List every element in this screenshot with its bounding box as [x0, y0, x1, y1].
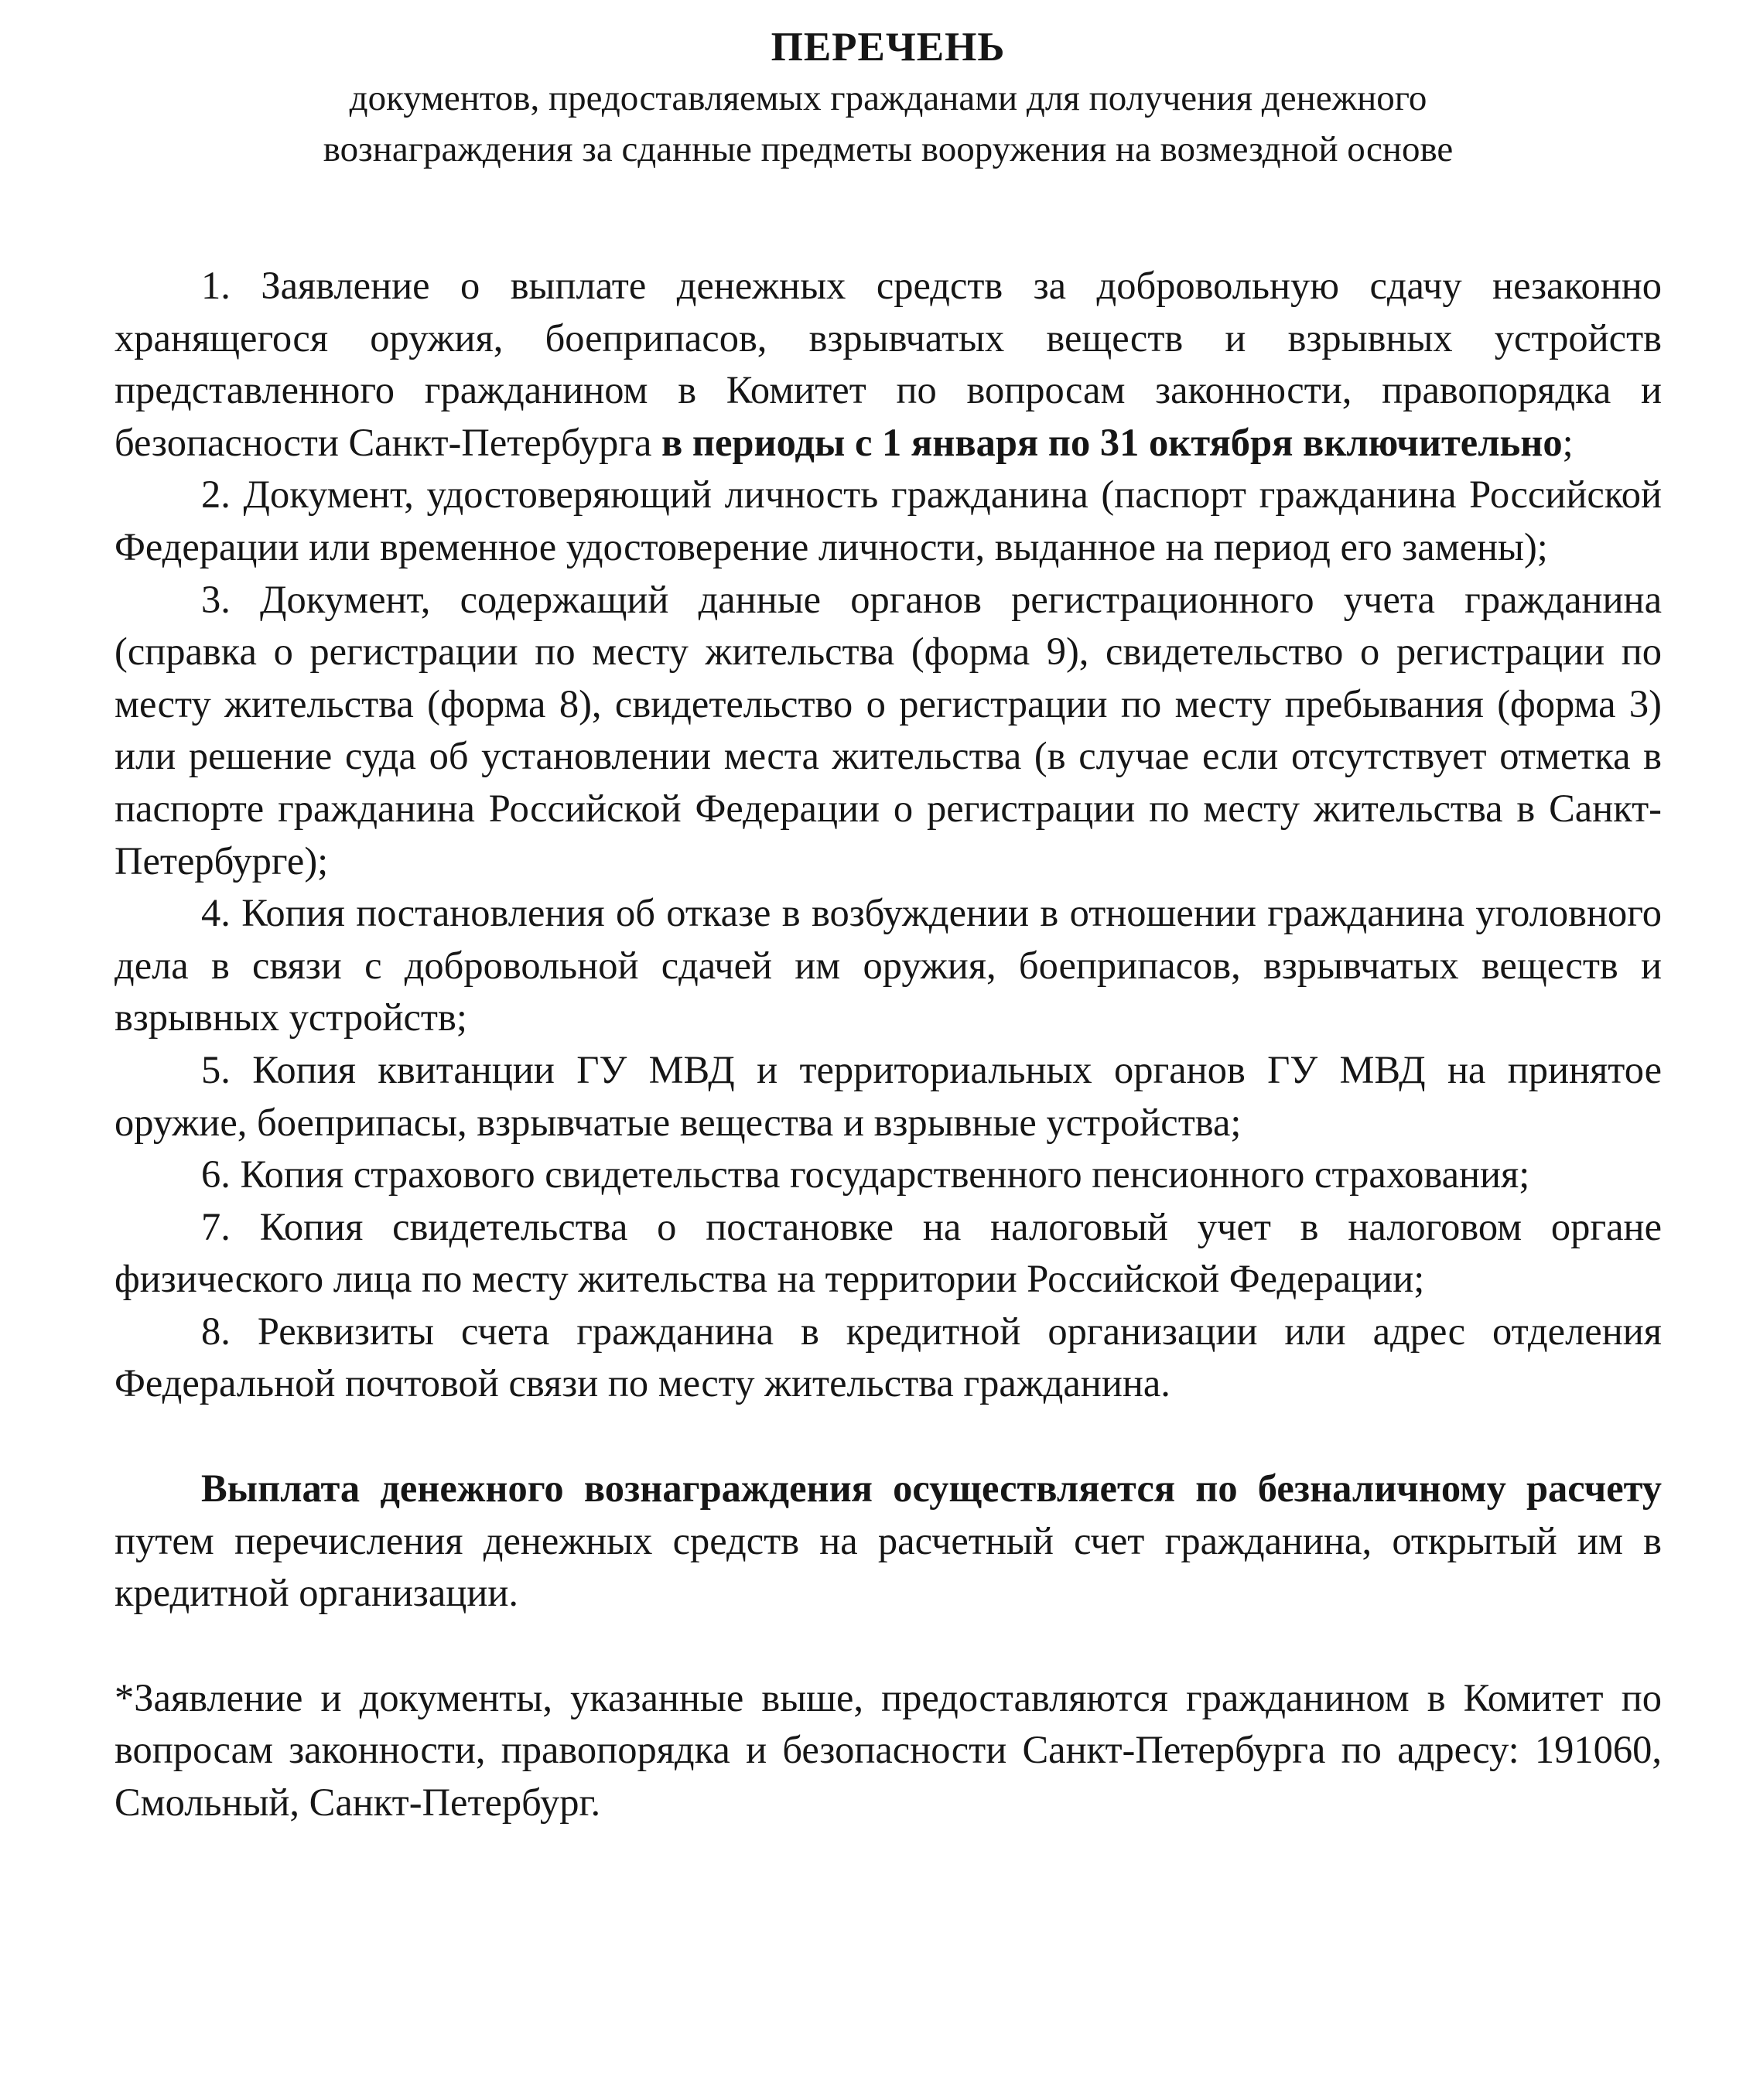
document-subtitle-line-2: вознаграждения за сданные предметы вооружения на возмездной основе — [323, 129, 1454, 169]
document-page — [114, 22, 1662, 1829]
list-item-4: 4. Копия постановления об отказе в возбуждении в отношении гражданина уголовного дела в связи с добровольной сдачей им оружия, боеприпасов, взрывчатых веществ и взрывных устройств; — [114, 891, 1662, 1040]
list-item-1 — [114, 260, 1662, 469]
payment-paragraph — [114, 1463, 1662, 1620]
list-item-5: 5. Копия квитанции ГУ МВД и территориальных органов ГУ МВД на принятое оружие, боеприпасы, взрывчатые вещества и взрывные устройства; — [114, 1047, 1662, 1144]
list-item-1-period: в периоды с 1 января по 31 октября включительно — [661, 420, 1563, 464]
payment-text: путем перечисления денежных средств на расчетный счет гражданина, открытый им в кредитной организации. — [114, 1518, 1662, 1615]
list-item-7: 7. Копия свидетельства о постановке на налоговый учет в налоговом органе физического лица по месту жительства на территории Российской Федерации; — [114, 1204, 1662, 1301]
list-item-1-tail: ; — [1562, 420, 1574, 464]
document-title: ПЕРЕЧЕНЬ — [771, 25, 1006, 70]
list-item-1-text: 1. Заявление о выплате денежных средств за добровольную сдачу незаконно хранящегося оружия, боеприпасов, взрывчатых веществ и взрывных устройств представленного гражданином в Комитет по вопросам законности, правопорядка и безопасности Санкт-Петербурга — [114, 264, 1662, 464]
list-item-2: 2. Документ, удостоверяющий личность гражданина (паспорт гражданина Российской Федерации или временное удостоверение личности, выданное на период его замены); — [114, 473, 1662, 569]
footnote: *Заявление и документы, указанные выше, предоставляются гражданином в Комитет по вопросам законности, правопорядка и безопасности Санкт-Петербурга по адресу: 191060, Смольный, Санкт-Петербург. — [114, 1675, 1662, 1825]
list-item-6: 6. Копия страхового свидетельства государственного пенсионного страхования; — [201, 1152, 1530, 1197]
payment-bold-text: Выплата денежного вознаграждения осуществляется по безналичному расчету — [201, 1467, 1662, 1511]
list-item-8: 8. Реквизиты счета гражданина в кредитной организации или адрес отделения Федеральной почтовой связи по месту жительства гражданина. — [114, 1309, 1662, 1405]
list-item-3: 3. Документ, содержащий данные органов регистрационного учета гражданина (справка о регистрации по месту жительства (форма 9), свидетельство о регистрации по месту жительства (форма 8), свидетельство о регистрации по месту пребывания (форма 3) или решение суда об установлении места жительства (в случае если отсутствует отметка в паспорте гражданина Российской Федерации о регистрации по месту жительства в Санкт-Петербурге); — [114, 577, 1662, 883]
document-subtitle-line-1: документов, предоставляемых гражданами для получения денежного — [349, 78, 1427, 118]
documents-list — [114, 260, 1662, 1410]
